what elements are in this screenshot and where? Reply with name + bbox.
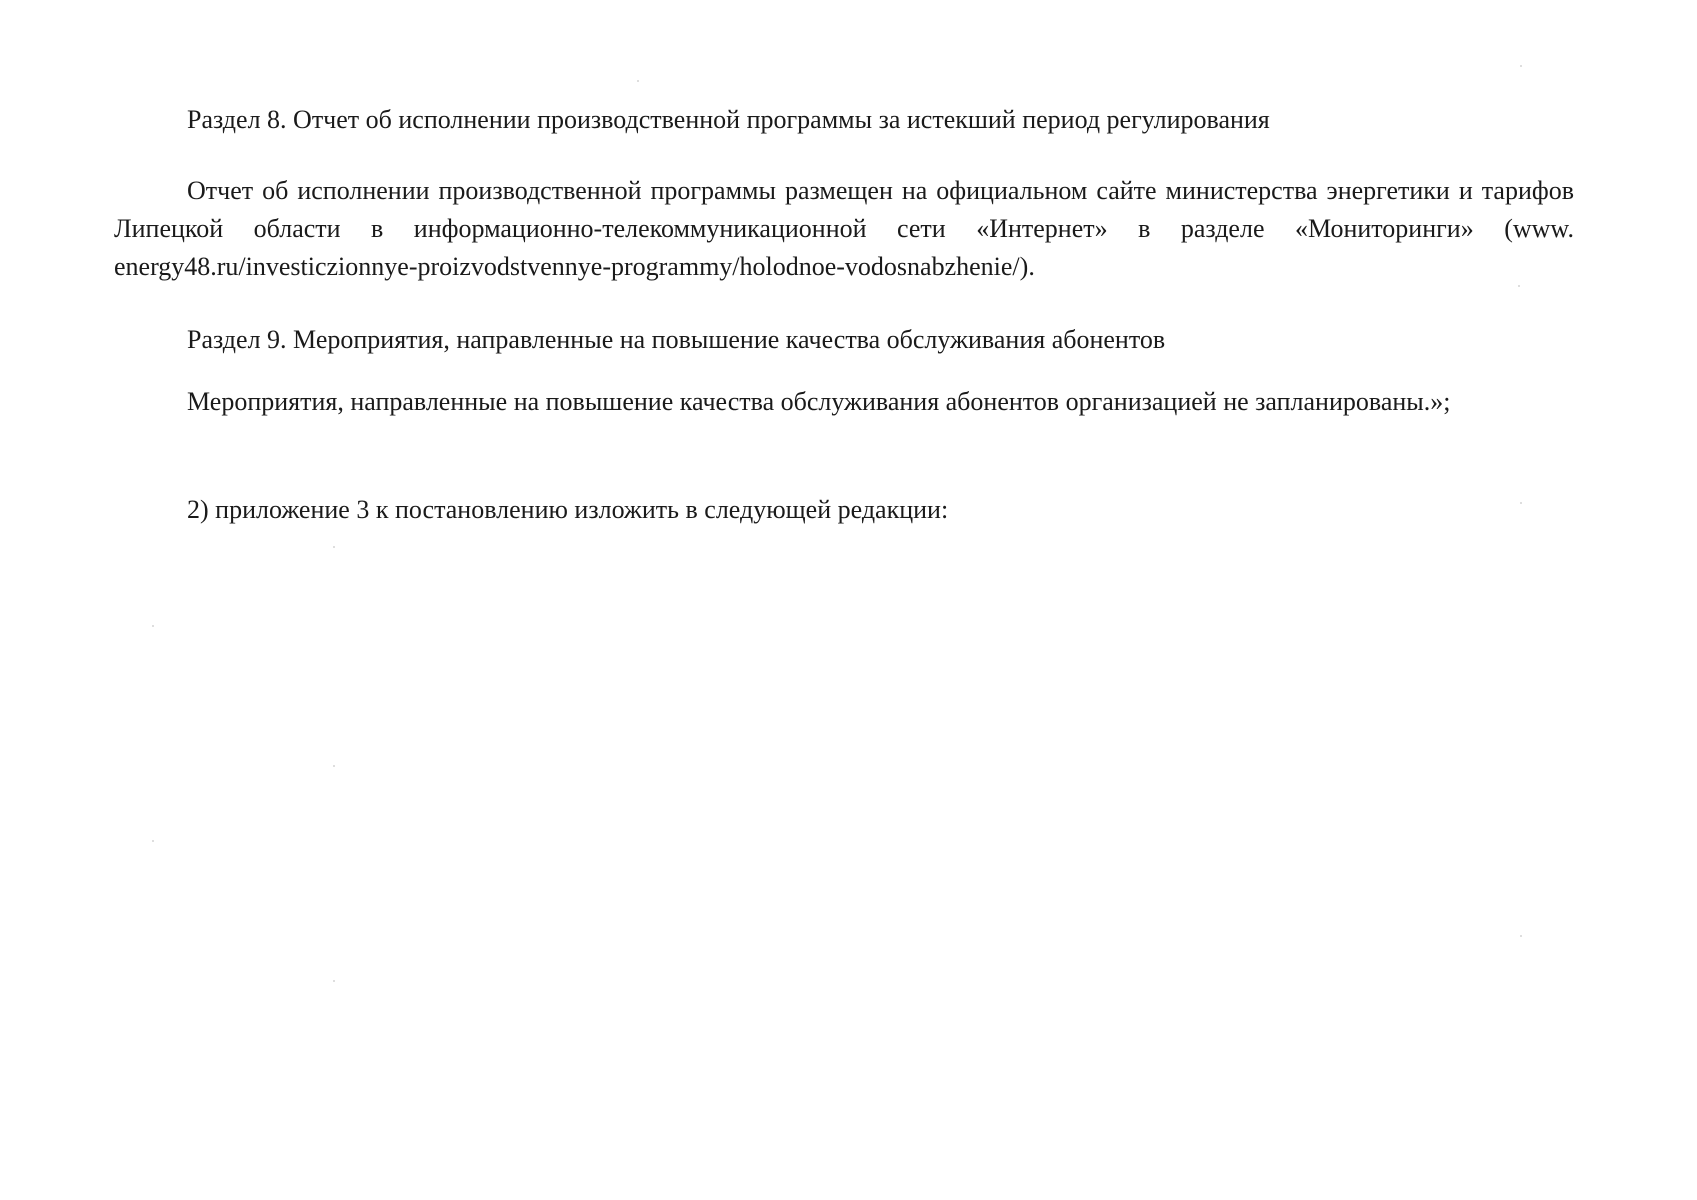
section-8-paragraph: Отчет об исполнении производственной программы размещен на официальном сайте министерства энергетики и тарифов Липецкой области в информационно-телекоммуникационной сети «Интернет» в разделе «Мониторинги» (www. energy48.ru/investiczionnye-proizvodstvennye-programmy/holodnoe-vodosnabzhenie/). (114, 176, 1574, 281)
section-9-heading: Раздел 9. Мероприятия, направленные на повышение качества обслуживания абонентов (187, 325, 1166, 354)
section-8-heading: Раздел 8. Отчет об исполнении производственной программы за истекший период регулирования (187, 105, 1270, 134)
scan-speck (152, 625, 154, 627)
scan-speck (152, 840, 154, 842)
scan-speck (1518, 285, 1520, 287)
scan-speck (1520, 65, 1522, 67)
section-9-paragraph: Мероприятия, направленные на повышение качества обслуживания абонентов организацией не запланированы.»; (187, 387, 1451, 416)
scan-speck (1520, 935, 1522, 937)
scan-speck (333, 980, 335, 982)
scan-speck (1520, 502, 1522, 504)
scan-speck (333, 546, 335, 548)
scan-speck (637, 80, 639, 82)
item-2-paragraph: 2) приложение 3 к постановлению изложить в следующей редакции: (187, 495, 949, 524)
scan-speck (333, 765, 335, 767)
